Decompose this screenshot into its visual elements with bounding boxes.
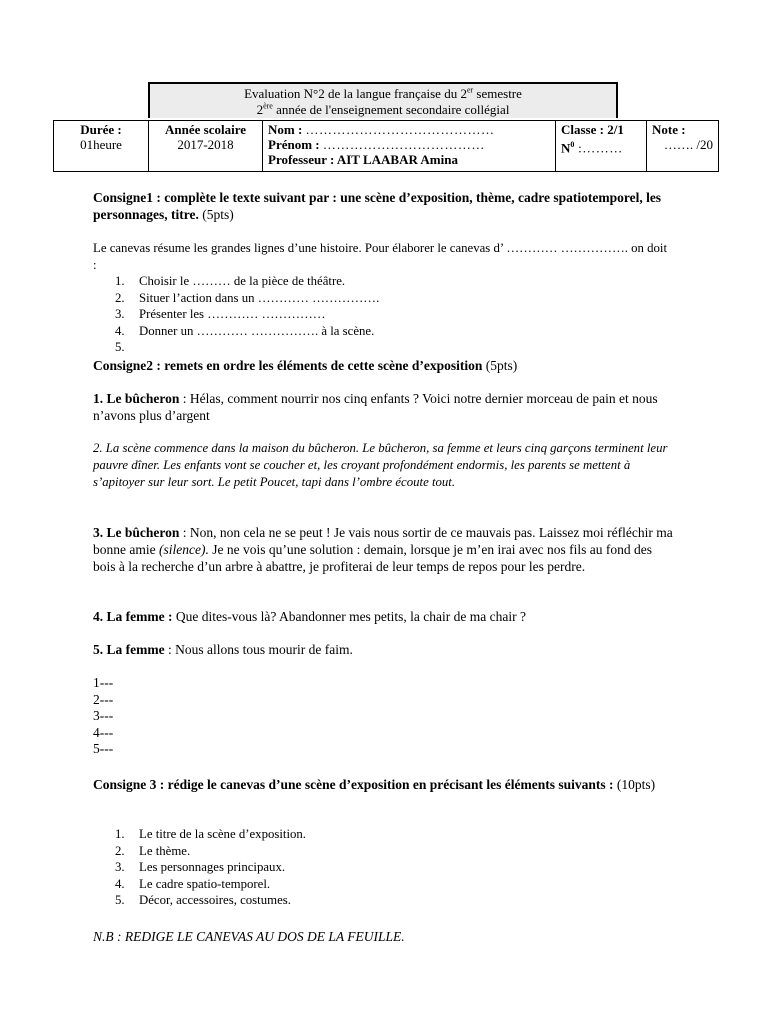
- order-answer-lines[interactable]: [93, 675, 673, 758]
- dialogue-text: : Non, non cela ne se peut ! Je vais nous sortir de ce mauvais pas. Laissez moi réfléchir ma bonne amie: [93, 525, 673, 557]
- instruction-3-title: Consigne 3 : rédige le canevas d’une scène d’exposition en précisant les éléments suivants :: [93, 777, 614, 792]
- speaker-label: 3. Le bûcheron: [93, 525, 180, 540]
- instruction-1-points: (5pts): [198, 207, 234, 222]
- speaker-label: 1. Le bûcheron: [93, 391, 180, 406]
- stage-direction-2: 2. La scène commence dans la maison du bûcheron. Le bûcheron, sa femme et leurs cinq garçons terminent leur pauvre dîner. Les enfants vont se coucher et, les croyant profondément endormis, les parents se mettent à s’apitoyer sur leur sort. Le petit Poucet, tapi dans l’ombre écoute tout.: [93, 441, 668, 489]
- grade-label: Note :: [652, 122, 686, 137]
- list-item: 1. Le titre de la scène d’exposition.: [115, 827, 307, 841]
- duration-value: 01heure: [80, 137, 122, 152]
- list-item: 4. Donner un ………… ……………. à la scène.: [115, 323, 375, 338]
- instruction-3: [93, 776, 673, 793]
- speaker-label: 4. La femme :: [93, 609, 173, 624]
- list-item: 5. Décor, accessoires, costumes.: [115, 893, 291, 907]
- nota-bene: N.B : REDIGE LE CANEVAS AU DOS DE LA FEUILLE.: [93, 929, 405, 944]
- instruction-2: [93, 357, 673, 374]
- teacher-label: Professeur : AIT LAABAR Amina: [268, 152, 458, 167]
- list-item: 2. Situer l’action dans un ………… …………….: [115, 290, 380, 305]
- dialogue-1: [93, 390, 673, 424]
- exam-title-line1: [150, 86, 616, 102]
- number-sup: 0: [570, 140, 575, 149]
- class-cell: [556, 121, 647, 172]
- title-sup: er: [466, 85, 474, 95]
- firstname-label: Prénom :: [268, 137, 320, 152]
- dialogue-text: Que dites-vous là? Abandonner mes petits, la chair de ma chair ?: [172, 609, 526, 624]
- duration-label: Durée :: [80, 122, 122, 137]
- answer-line[interactable]: 5---: [93, 741, 114, 756]
- school-year-label: Année scolaire: [165, 122, 246, 137]
- instruction-2-title: Consigne2 : remets en ordre les éléments de cette scène d’exposition: [93, 358, 483, 373]
- title-text: Evaluation N°2 de la langue française du 2: [244, 86, 467, 101]
- dialogue-text: : Hélas, comment nourrir nos cinq enfants ? Voici notre dernier morceau de pain et nous n’avons plus d’argent: [93, 391, 658, 423]
- speaker-label: 5. La femme: [93, 642, 165, 657]
- instruction-1-list: 1. Choisir le ……… de la pièce de théâtre. 2. Situer l’action dans un ………… ……………. 3. Présenter les ………… …………… 4. Donner un ………… ……………. à la scène. 5.: [93, 273, 673, 339]
- name-field[interactable]: ……………………………………: [305, 122, 495, 137]
- list-item: 3. Présenter les ………… ……………: [115, 307, 326, 321]
- dialogue-5: [93, 641, 673, 658]
- level-sup: ère: [263, 101, 273, 111]
- title-end: semestre: [473, 86, 522, 101]
- list-item: 1. Choisir le ……… de la pièce de théâtre.: [115, 274, 346, 288]
- dialogue-4: [93, 608, 673, 625]
- dialogue-italic: (silence).: [158, 542, 209, 557]
- instruction-1: [93, 189, 673, 223]
- level-number: 2: [256, 102, 264, 117]
- student-info-table: [53, 120, 719, 172]
- school-year-value: 2017-2018: [177, 137, 234, 152]
- instruction-1-title: Consigne1 : complète le texte suivant par : une scène d’exposition, thème, cadre spatiotemporel, les personnages, titre.: [93, 190, 662, 222]
- instruction-2-points: (5pts): [482, 358, 518, 373]
- dialogue-text: Je ne vois qu’une solution : demain, lorsque je m’en irai avec nos fils au fond des bois à la recherche d’un arbre à abattre, je profiterai de leur temps de repos pour les perdre.: [93, 542, 652, 574]
- list-item: 3. Les personnages principaux.: [115, 860, 286, 874]
- level-text: année de l'enseignement secondaire collégial: [272, 102, 510, 117]
- number-field[interactable]: :………: [574, 140, 623, 156]
- exam-title-box: [148, 82, 618, 118]
- instruction-3-list: [93, 826, 673, 909]
- class-label: Classe : 2/1: [561, 122, 624, 137]
- student-name-cell[interactable]: [263, 121, 556, 172]
- list-item: 4. Le cadre spatio-temporel.: [115, 876, 271, 891]
- answer-line[interactable]: 1---: [93, 675, 114, 690]
- answer-line[interactable]: 2---: [93, 691, 114, 707]
- duration-cell: [54, 121, 149, 172]
- list-item: 2. Le thème.: [115, 843, 191, 858]
- answer-line[interactable]: 4---: [93, 724, 114, 740]
- school-year-cell: [149, 121, 263, 172]
- dialogue-text: : Nous allons tous mourir de faim.: [164, 642, 353, 657]
- instruction-1-intro: Le canevas résume les grandes lignes d’une histoire. Pour élaborer le canevas d’ ………… ……………. on doit :: [93, 241, 668, 272]
- grade-value[interactable]: ……. /20: [663, 137, 713, 152]
- name-label: Nom :: [268, 122, 303, 137]
- number-label: N: [561, 140, 571, 156]
- instruction-3-points: (10pts): [613, 777, 656, 792]
- answer-line[interactable]: 3---: [93, 708, 114, 723]
- firstname-field[interactable]: ………………………………: [322, 137, 485, 152]
- dialogue-3: [93, 524, 673, 575]
- grade-cell: [647, 121, 719, 172]
- exam-title-line2: [150, 102, 616, 118]
